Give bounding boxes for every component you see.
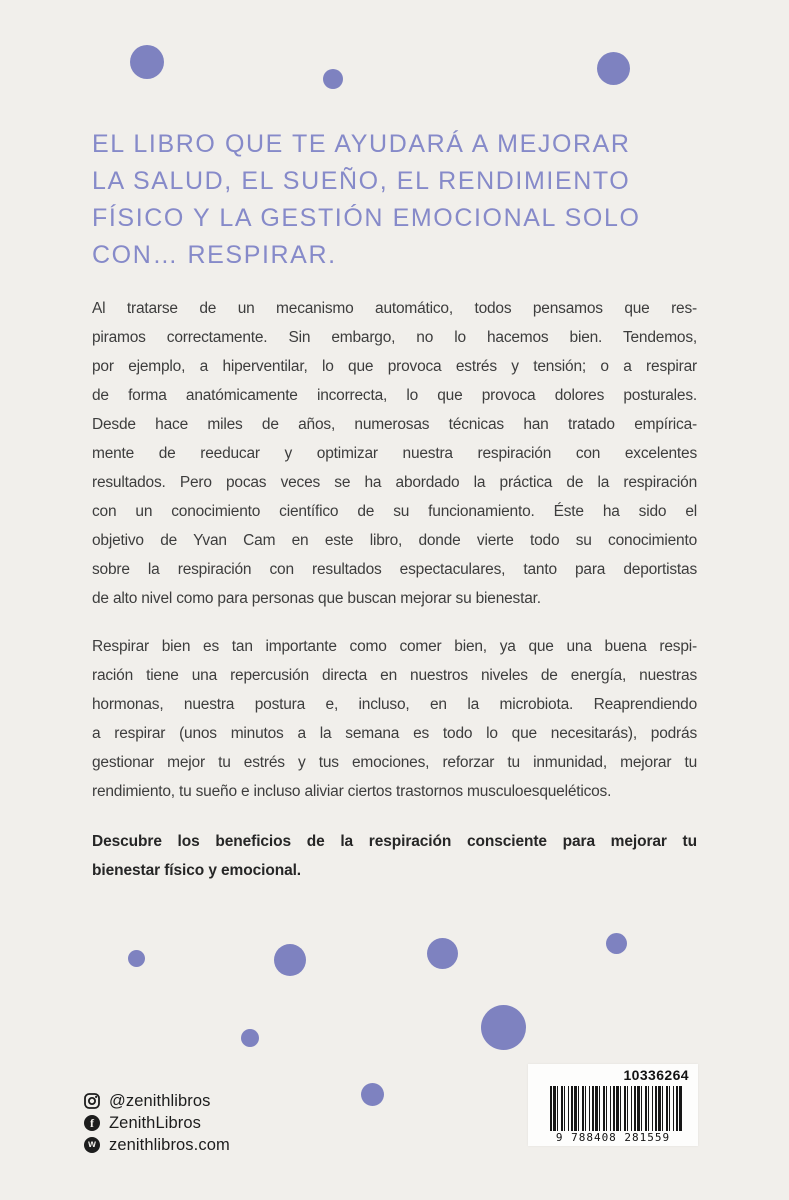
text-line: sobre la respiración con resultados espectaculares, tanto para deportistas — [92, 561, 697, 578]
social-row-facebook — [84, 1112, 230, 1134]
decorative-dot — [481, 1005, 526, 1050]
text-line: piramos correctamente. Sin embargo, no lo hacemos bien. Tendemos, — [92, 329, 697, 346]
barcode-bars — [550, 1086, 682, 1132]
facebook-handle: ZenithLibros — [109, 1113, 201, 1132]
text-line: gestionar mejor tu estrés y tus emociones, reforzar tu inmunidad, mejorar tu — [92, 754, 697, 771]
text-line: Desde hace miles de años, numerosas técnicas han tratado empírica- — [92, 416, 697, 433]
text-line: hormonas, nuestra postura e, incluso, en la microbiota. Reaprendiendo — [92, 696, 697, 713]
text-line: por ejemplo, a hiperventilar, lo que provoca estrés y tensión; o a respirar — [92, 358, 697, 375]
barcode-isbn-digits: 9 788408 281559 — [534, 1131, 692, 1144]
highlight-paragraph — [92, 827, 697, 885]
social-row-web — [84, 1134, 230, 1156]
decorative-dot — [427, 938, 458, 969]
decorative-dot — [130, 45, 164, 79]
decorative-dot — [323, 69, 343, 89]
text-line: Al tratarse de un mecanismo automático, todos pensamos que res- — [92, 300, 697, 317]
decorative-dot — [597, 52, 630, 85]
text-line: ración tiene una repercusión directa en nuestros niveles de energía, nuestras — [92, 667, 697, 684]
cover-tagline — [92, 126, 712, 274]
text-line: Respirar bien es tan importante como comer bien, ya que una buena respi- — [92, 638, 697, 655]
text-line: objetivo de Yvan Cam en este libro, donde vierte todo su conocimiento — [92, 532, 697, 549]
website-url: zenithlibros.com — [109, 1135, 230, 1154]
decorative-dot — [241, 1029, 259, 1047]
publisher-social-links — [84, 1090, 230, 1156]
text-line: rendimiento, tu sueño e incluso aliviar ciertos trastornos musculoesqueléticos. — [92, 783, 612, 800]
decorative-dot — [361, 1083, 384, 1106]
text-line: Descubre los beneficios de la respiración consciente para mejorar tu — [92, 833, 697, 850]
instagram-icon — [84, 1093, 100, 1109]
decorative-dot — [606, 933, 627, 954]
text-line: CON… RESPIRAR. — [92, 241, 337, 269]
text-line: LA SALUD, EL SUEÑO, EL RENDIMIENTO — [92, 167, 631, 195]
instagram-handle: @zenithlibros — [109, 1091, 211, 1110]
decorative-dot — [128, 950, 145, 967]
text-line: bienestar físico y emocional. — [92, 862, 302, 879]
body-paragraph-2 — [92, 632, 697, 806]
body-paragraph-1 — [92, 294, 697, 613]
text-line: resultados. Pero pocas veces se ha abordado la práctica de la respiración — [92, 474, 697, 491]
text-line: FÍSICO Y LA GESTIÓN EMOCIONAL SOLO — [92, 204, 641, 232]
facebook-icon: f — [84, 1115, 100, 1131]
text-line: con un conocimiento científico de su funcionamiento. Éste ha sido el — [92, 503, 697, 520]
decorative-dot — [274, 944, 306, 976]
web-icon: w — [84, 1137, 100, 1153]
social-row-instagram — [84, 1090, 230, 1112]
text-line: a respirar (unos minutos a la semana es todo lo que necesitarás), podrás — [92, 725, 697, 742]
text-line: de alto nivel como para personas que buscan mejorar su bienestar. — [92, 590, 541, 607]
text-line: EL LIBRO QUE TE AYUDARÁ A MEJORAR — [92, 130, 631, 158]
barcode-panel — [528, 1064, 698, 1146]
text-line: de forma anatómicamente incorrecta, lo que provoca dolores posturales. — [92, 387, 697, 404]
barcode-top-number: 10336264 — [623, 1067, 689, 1083]
text-line: mente de reeducar y optimizar nuestra respiración con excelentes — [92, 445, 697, 462]
